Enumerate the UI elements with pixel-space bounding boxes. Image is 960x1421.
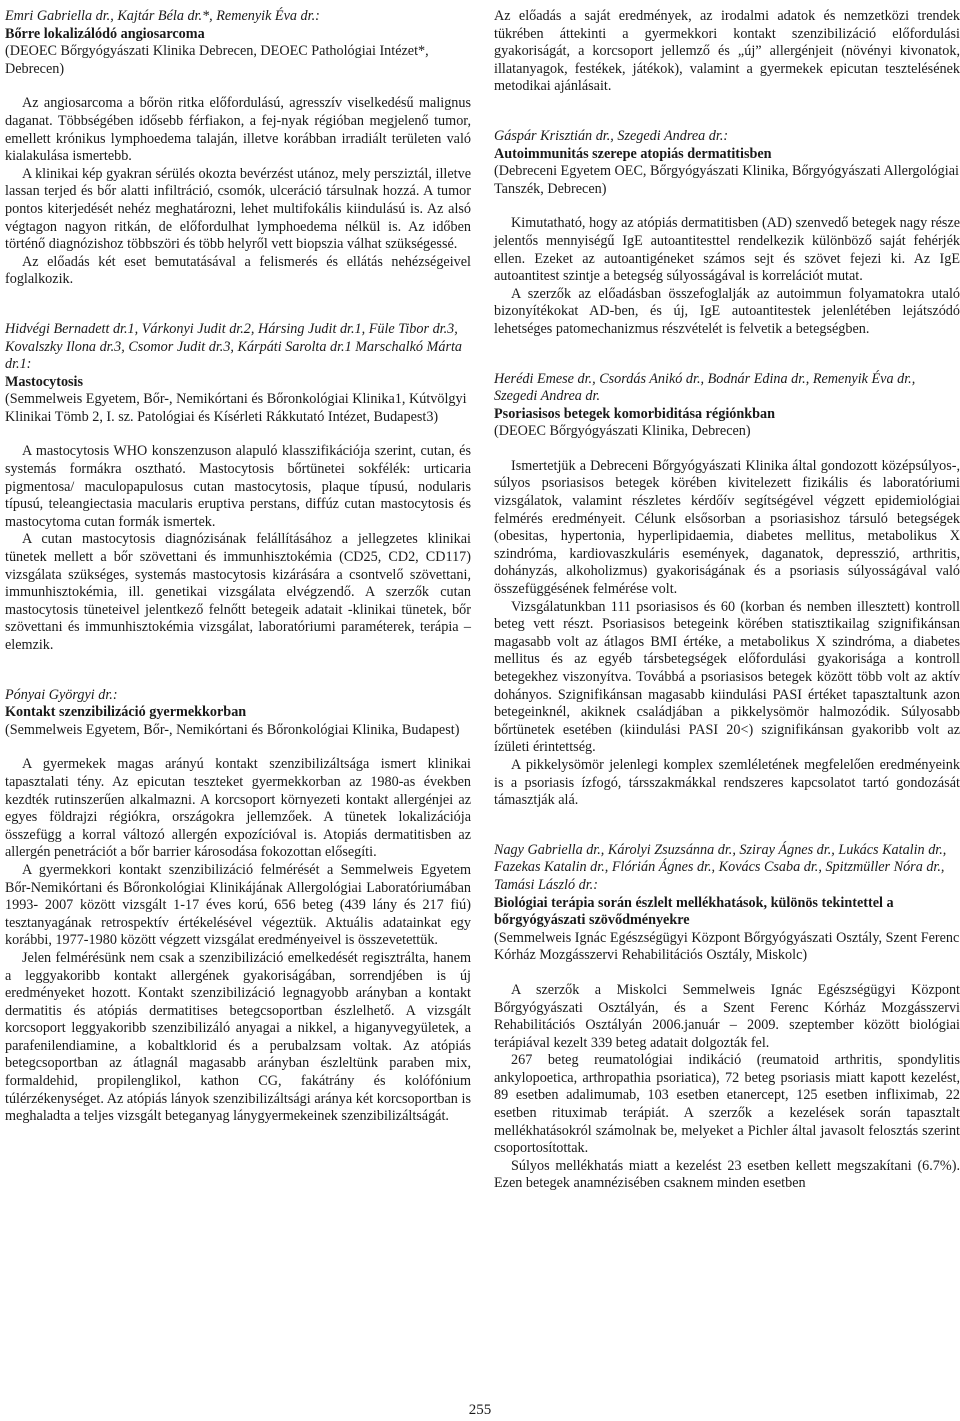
abstract-authors: Emri Gabriella dr., Kajtár Béla dr.*, Remenyik Éva dr.: <box>5 8 320 24</box>
abstract-authors: Gáspár Krisztián dr., Szegedi Andrea dr.: <box>494 127 729 144</box>
abstract-paragraph: Ismertetjük a Debreceni Bőrgyógyászati Klinika által gondozott középsúlyos-, súlyos psoriasisos betegek körében kivitelezett fizikális és laboratóriumi vizsgálatok, valamint részletes kérdőív segítségével végzett epidemiológiai felmérés eredményeit. Célunk elsősorban a psoriasishoz társuló betegségek (obesitas, hypertonia, hyperlipidaemia, diabetes mellitus, metabolikus X szindróma, kardiovaszkuláris események, daganatok, depresszió, arthritis, dohányzás, alkoholizmus) gyakoriságának és a psoriasis súlyosságával való összefüggésének felmérése volt. <box>494 457 960 598</box>
abstract-authors: Pónyai Györgyi dr.: <box>5 686 118 703</box>
abstract-title: Mastocytosis <box>5 373 84 390</box>
abstract-paragraph: Súlyos mellékhatás miatt a kezelést 23 esetben kellett megszakítani (6.7%). Ezen betegek anamnézisében csaknem minden esetben <box>494 1157 960 1192</box>
abstract-title: Kontakt szenzibilizáció gyermekkorban <box>5 704 247 721</box>
abstract-authors: Nagy Gabriella dr., Károlyi Zsuzsánna dr., Sziray Ágnes dr., Lukács Katalin dr., Fazekas Katalin dr., Flórián Ágnes dr., Kovács Csaba dr., Spitzmüller Nóra dr., Tamási László dr.: <box>494 841 947 893</box>
abstract-paragraph: A szerzők a Miskolci Semmelweis Ignác Egészségügyi Központ Bőrgyógyászati Osztályán, és a Szent Ferenc Kórház Mozgásszervi Rehabilitációs Osztályán 2006.január – 2009. szeptember között biológiai terápiával kezelt 339 beteg adatait dolgozták fel. <box>494 981 960 1051</box>
abstract-title: Bőrre lokalizálódó angiosarcoma <box>5 25 205 42</box>
abstract-authors: Hidvégi Bernadett dr.1, Várkonyi Judit dr.2, Hársing Judit dr.1, Füle Tibor dr.3, Kovalszky Ilona dr.3, Csomor Judit dr.3, Kárpáti Sarolta dr.1 Marschalkó Márta dr.1: <box>5 320 463 373</box>
abstract-paragraph: A szerzők az előadásban összefoglalják az autoimmun folyamatokra utaló bizonyítékokat AD-ben, és új, IgE autoantitestek jelenlétében lejátszódó lehetséges patomechanizmus részvételét is felvetik a betegségben. <box>494 285 960 337</box>
abstract-affiliation: (DEOEC Bőrgyógyászati Klinika Debrecen, DEOEC Pathológiai Intézet*, Debrecen) <box>5 43 429 77</box>
left-column <box>5 8 471 1126</box>
abstract-paragraph: A pikkelysömör jelenlegi komplex szemléletének megfelelően eredményeink is a psoriasis ízfogó, társszakmákkal rendszeres kapcsolatot tartó gondozását támasztják alá. <box>494 756 960 809</box>
abstract <box>494 371 960 810</box>
abstract-paragraph: Az angiosarcoma a bőrön ritka előfordulású, agresszív viselkedésű malignus daganat. Többségében idősebb férfiakon, a fej-nyak régióban megjelenő tumor, emellett krónikus lymphoedema talaján, illetve korábban irradiált területen való kialakulása ismertebb. <box>5 95 471 165</box>
abstract-title: Psoriasisos betegek komorbiditása régiónkban <box>494 405 776 422</box>
abstract-paragraph: Az előadás két eset bemutatásával a felismerés és ellátás nehézségeivel foglalkozik. <box>5 253 471 288</box>
abstract-affiliation: (Debreceni Egyetem OEC, Bőrgyógyászati Klinika, Bőrgyógyászati Allergológiai Tanszék, Debrecen) <box>494 163 959 197</box>
abstract <box>494 8 960 96</box>
abstract <box>5 8 471 289</box>
abstract-authors: Herédi Emese dr., Csordás Anikó dr., Bodnár Edina dr., Remenyik Éva dr., Szegedi Andrea dr. <box>494 370 916 405</box>
abstract-paragraph: Jelen felmérésünk nem csak a szenzibilizáció emelkedését regisztrálta, hanem a leggyakoribb kontakt allergének gyakoriságában, sorrendjében is új eredményeket hozott. Kontakt szenzibilizáció legnagyobb arányban a kontakt dermatitis és atópiás dermatitises betegcsoportban észlelhető. A vizsgált korcsoport leggyakoribb szenzibilizáló anyagai a nikkel, a higanyvegyületek, a parafenilendiamine, a kobaltklorid és a perubalzsam voltak. Az atópiás betegcsoportban az átlagnál magasabb arányban észleltünk paraben mix, formaldehid, propilenglikol, kathon CG, fakátrány és kolófónium túlérzékenységet. Az atópiás lányok szenzibilizáltsági aránya két korcsoportban is meghaladta a teljes vizsgált beteganyag lánygyermekeinek szenzibilizáltságát. <box>5 949 471 1125</box>
abstract-paragraph: A cutan mastocytosis diagnózisának felállításához a jellegzetes klinikai tünetek mellett a bőr szövettani és immunhisztokémia (CD25, CD2, CD117) vizsgálata szükséges, systemás mastocytosis kizárására a csontvelő szövettani, immunhisztokémia, ill. genetikai vizsgálata elvégzendő. A szerzők cutan mastocytosis tüneteivel jelentkező felnőtt betegeik adatait -klinikai tünetek, bőr szövettani és immunhisztokémia vizsgálat, laboratóriumi paraméterek, terápia – elemzik. <box>5 531 471 653</box>
abstract-paragraph: Vizsgálatunkban 111 psoriasisos és 60 (korban és nemben illesztett) kontroll beteg vett részt. Psoriasisos betegeink körében statisztikailag szignifikánsan magasabb volt az átlagos BMI értéke, a metabolikus X szindróma, a diabetes mellitus és az egyéb társbetegségek előfordulási gyakorisága a kontroll betegekhez viszonyítva. Továbbá a psoriasisos betegek között több volt az aktív dohányos. Szignifikánsan magasabb kiindulási PASI értéket tapasztaltunk azon betegeinknél, akiknek családjában a pikkelysömör halmozódik. Súlyosabb bőrtünetek esetében (kiindulási PASI 20<) szignifikánsan gyakoribb volt az ízületi érintettség. <box>494 598 960 756</box>
abstract <box>5 687 471 1126</box>
abstract-affiliation: (Semmelweis Ignác Egészségügyi Központ Bőrgyógyászati Osztály, Szent Ferenc Kórház Mozgásszervi Rehabilitációs Osztály, Miskolc) <box>494 929 960 964</box>
abstract <box>494 842 960 1193</box>
abstract-affiliation: (DEOEC Bőrgyógyászati Klinika, Debrecen) <box>494 423 751 440</box>
abstract-affiliation: (Semmelweis Egyetem, Bőr-, Nemikórtani és Bőronkológiai Klinika, Budapest) <box>5 721 460 738</box>
abstract-paragraph: 267 beteg reumatológiai indikáció (reumatoid arthritis, spondylitis ankylopoetica, arthropathia psoriatica), 72 beteg psoriasis miatt kapott kezelést, 89 esetben adalimumab, 103 esetben etanercept, 125 esetben infliximab, 22 esetben rituximab terápiát. A szerzők a kezelések során tapasztalt mellékhatásokról számolnak be, melyeket a Pichler által javasolt felosztás szerint csoportosítottak. <box>494 1052 960 1157</box>
abstract-paragraph: A mastocytosis WHO konszenzuson alapuló klasszifikációja szerint, cutan, és systemás formákra osztható. Mastocytosis bőrtünetei sokfélék: urticaria pigmentosa/ maculopapulosus cutan mastocytosis, plaque típusú, nodularis típusú, teleangiectasia macularis eruptiva perstans, diffúz cutan mastocytosis és mastocytoma cutan formák ismertek. <box>5 443 471 530</box>
abstract <box>5 321 471 655</box>
abstract-title: Biológiai terápia során észlelt mellékhatások, különös tekintettel a bőrgyógyászati szövődményekre <box>494 894 894 929</box>
abstract-paragraph: A gyermekek magas arányú kontakt szenzibilizáltsága ismert klinikai tapasztalati tény. Az epicutan teszteket gyermekkorban az 1980-as években kezdték rutinszerűen alkalmazni. A korcsoport környezeti kontakt allergénjei az egyes földrajzi régiókra, országokra jellemzőek. A tünetek lokalizációja összefügg a korral változó allergén expozícióval is. Atopiás dermatitisben az allergén penetrációt a bőr barrier károsodása fokozottan elősegíti. <box>5 756 471 861</box>
abstract <box>494 128 960 339</box>
abstract-paragraph: A gyermekkori kontakt szenzibilizáció felmérését a Semmelweis Egyetem Bőr-Nemikórtani és Bőronkológiai Klinikájának Allergológiai Laboratóriumában 1993- 2007 között vizsgált 1-17 éves korú, 656 beteg (439 lány és 217 fiú) tesztanyagának retrospektív értékelésével végeztük. Aktuális adatainkat egy korábbi, 1977-1980 között végzett vizsgálat eredményeivel is összevetettük. <box>5 861 471 949</box>
abstract-affiliation: (Semmelweis Egyetem, Bőr-, Nemikórtani és Bőronkológiai Klinika1, Kútvölgyi Klinikai Tömb 2, I. sz. Patológiai és Kísérleti Rákkutató Intézet, Budapest3) <box>5 391 467 425</box>
abstract-paragraph: Az előadás a saját eredmények, az irodalmi adatok és nemzetközi trendek tükrében áttekinti a gyermekkori kontakt szenzibilizáció előfordulási gyakoriságát, a korcsoport jellemző és „új” allergénjeit (növényi kivonatok, illatanyagok, festékek, játékok), valamint a gyermekek epicutan tesztelésének metodikai ajánlásait. <box>494 8 960 95</box>
abstract-paragraph: A klinikai kép gyakran sérülés okozta bevérzést utánoz, mely persziztál, illetve lassan terjed és bőr alatti infiltráció, csomók, ulceráció társulnak hozzá. A tumor pontos kiterjedését nehéz meghatározni, lehet multifokális kiindulású is. Az alsó végtagon nagyon ritkán, de előfordulhat lymphoedema nélkül is. Az időben történő diagnózishoz többszöri és több helyről vett biopszia válhat szükségessé. <box>5 165 471 253</box>
page-number: 255 <box>468 1402 492 1418</box>
abstract-paragraph: Kimutatható, hogy az atópiás dermatitisben (AD) szenvedő betegek nagy része jelentős mennyiségű IgE autoantitesttel rendelkezik különböző saját fehérjék ellen. Ezeket az autoantigéneket számos sejt és szövet fejezi ki. Az IgE autoantitest szintje a betegség súlyosságával is korrelációt mutat. <box>494 215 960 285</box>
abstract-title: Autoimmunitás szerepe atopiás dermatitisben <box>494 145 772 162</box>
right-column <box>494 8 960 1193</box>
